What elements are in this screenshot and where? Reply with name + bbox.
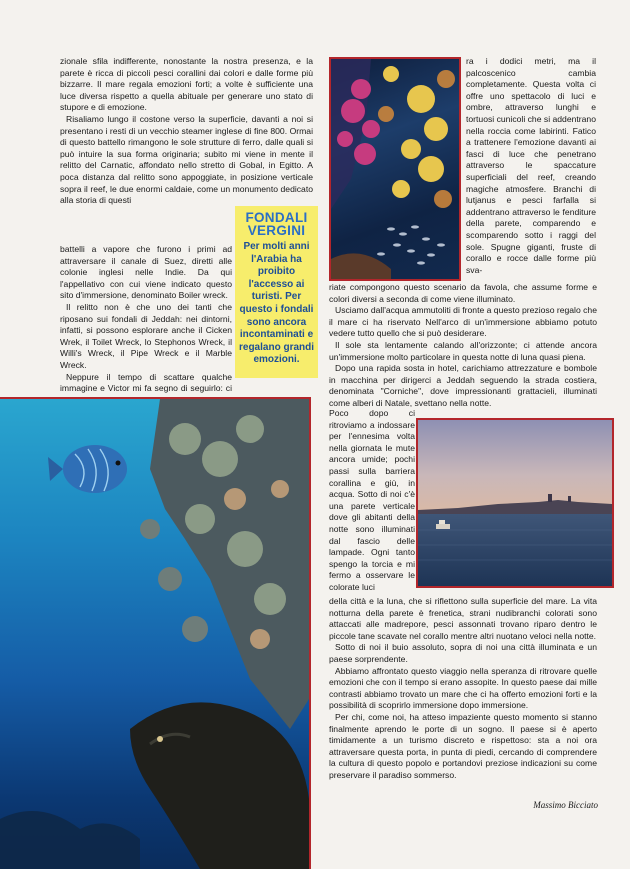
article-column-1-continued xyxy=(60,244,232,394)
paragraph: Risaliamo lungo il costone verso la superficie, davanti a noi si presentano i resti di un vecchio steamer inglese di fine 800. Ormai di questo battello rimangono le sole strutture di ferro, dalle quali si può intuire la sua forma originaria; subito mi viene in mente il relitto del Carnatic, affondato nello stretto di Gobal, in Egitto. A poca distanza dal relitto sono appoggiate, in posizione verticale sopra il reef, le due enormi caldaie, come un monumento dedicato alla storia di questi xyxy=(60,113,313,206)
pull-quote-title-line1: FONDALI xyxy=(245,210,308,225)
paragraph: Sotto di noi il buio assoluto, sopra di noi una città illuminata e un paese sorprendente. xyxy=(329,642,597,664)
paragraph: Abbiamo affrontato questo viaggio nella speranza di ritrovare quelle emozioni che con il tempo si erano assopite. In questo paese dai mille contrasti abbiamo trovato un mare che ci ha offerto emozioni forti e la possibilità di scoprirlo immersione dopo immersione. xyxy=(329,665,597,711)
paragraph: della città e la luna, che si riflettono sulla superficie del mare. La vita notturna della parete è frenetica, strani nudibranchi colorati sono attaccati alle madrepore, pesci assonnati trovano riparo dentro le piccole tane scavate nel corallo mentre altri nuotano veloci nella notte. xyxy=(329,596,597,641)
angelfish-moray-eel-photo xyxy=(0,397,311,869)
paragraph: Il relitto non è che uno dei tanti che riposano sui fondali di Jeddah: nei dintorni, infatti, si possono esplorare anche il Cicken Wrek, il Toilet Wreck, lo Stephonos Wreck, il Willi's Wreck, il Pipe Wreck e il Marble Wreck. xyxy=(60,301,232,370)
pull-quote-title-line2: VERGINI xyxy=(247,223,306,238)
article-column-3 xyxy=(329,408,415,594)
pull-quote-text: Per molti anni l'Arabia ha proibito l'accesso ai turisti. Per questo i fondali sono ancora incontaminati e regalano grandi emozioni. xyxy=(239,241,315,366)
author-signature: Massimo Bicciato xyxy=(533,800,598,810)
jeddah-coast-photo xyxy=(416,418,614,588)
paragraph: battelli a vapore che furono i primi ad attraversare il canale di Suez, diretti alle colonie inglesi nelle Indie. Da qui l'appellativo con cui viene indicato questo sito d'immersione, denominato Boiler wreck. xyxy=(60,244,232,301)
paragraph: riate compongono questo scenario da favola, che assume forme e colori diversi a seconda di come viene illuminato. xyxy=(329,282,597,304)
pull-quote-title xyxy=(239,211,314,237)
paragraph: Dopo una rapida sosta in hotel, carichiamo attrezzature e bombole in macchina per dirigerci a Jeddah seguendo la strada costiera, denominata "Corniche", dove impressionanti grattacieli, illuminati come alberi di Natale, svettano nella notte. xyxy=(329,363,597,408)
paragraph: Il sole sta lentamente calando all'orizzonte; ci attende ancora un'immersione molto particolare in questa notte di luna quasi piena. xyxy=(329,339,597,362)
paragraph: Neppure il tempo di scattare qualche immagine e Victor mi fa segno di seguirlo: ci xyxy=(60,371,232,394)
article-column-2 xyxy=(466,56,596,282)
pull-quote-box xyxy=(235,206,318,378)
paragraph: Usciamo dall'acqua ammutoliti di fronte a questo prezioso regalo che il mare ci ha riservato Nell'arco di un'immersione abbiamo potuto vedere tutto quello che si può desiderare. xyxy=(329,305,597,339)
paragraph: Per chi, come noi, ha atteso impaziente questo momento si stanno finalmente aprendo le porte di un sogno. Il paese si è aperto timidamente a un turismo discreto e rispettoso: sta a noi ora attraversare questa porta, in punta di piedi, cercando di comprendere la cultura di questo popolo e portandovi preziose indicazioni su come preservare il paradiso sommerso. xyxy=(329,711,597,780)
reef-soft-coral-photo xyxy=(329,57,461,281)
article-column-2-continued xyxy=(329,282,597,408)
paragraph: zionale sfila indifferente, nonostante la nostra presenza, e la parete è ricca di piccoli pesci corallini dai colori e dalle forme più bizzarre. Il mare regala emozioni forti; a volte è sufficiente una luce diversa rispetto a quella abituale per generare uno stato di stupore e di emozione. xyxy=(60,56,313,113)
article-column-3-continued xyxy=(329,596,597,796)
paragraph: ra i dodici metri, ma il palcoscenico cambia completamente. Questa volta ci offre uno spettacolo di luci e ombre, attraverso lunghi e tortuosi cunicoli che si addentrano nella roccia come labirinti. Fatico a trattenere l'emozione davanti ai fasci di luce che penetrano attraverso le spaccature superficiali del reef, creando magiche atmosfere. Branchi di lutjanus e pesci farfalla si addentrano attraverso le fenditure della parete, comparendo e scomparendo sotto i raggi del sole. Spugne giganti, fruste di corallo e rocce dalle forme più sva- xyxy=(466,56,596,275)
paragraph: Poco dopo ci ritroviamo a indossare per l'ennesima volta nella giornata le mute ancora umide; pochi passi sulla barriera corallina e giù, in acqua. Sotto di noi c'è una parete verticale dove gli abitanti della notte sono illuminati dal fascio delle lampade. Ogni tanto spengo la torcia e mi fermo a osservare le colorate luci xyxy=(329,408,415,592)
